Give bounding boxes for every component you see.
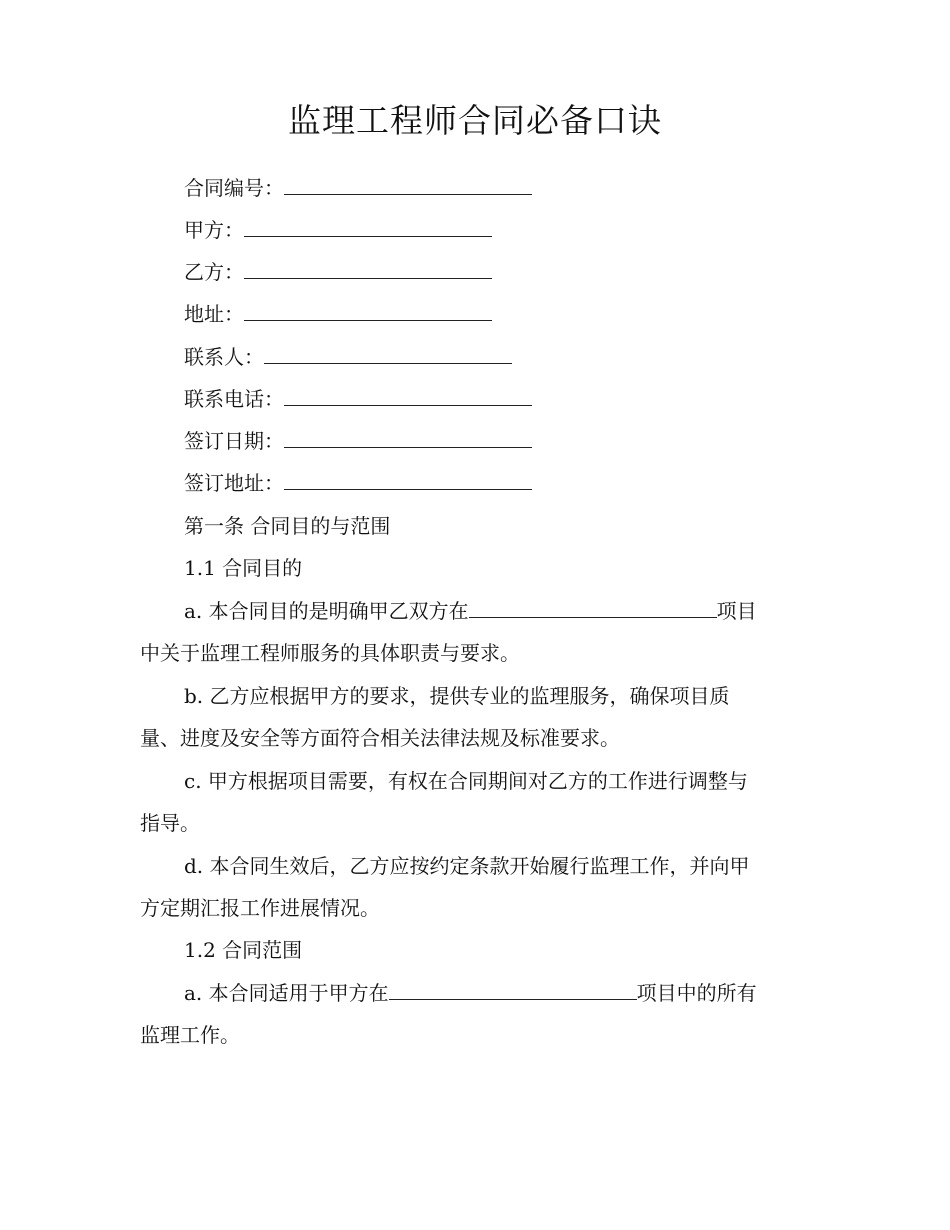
paragraph-line: 监理工作。 — [140, 1023, 240, 1047]
field-contract-number — [184, 174, 532, 202]
paragraph-line: 方定期汇报工作进展情况。 — [140, 896, 380, 920]
field-label: 联系电话： — [184, 387, 284, 411]
blank-line — [284, 429, 532, 448]
blank-line — [284, 471, 532, 490]
field-label: 联系人： — [184, 345, 264, 369]
blank-line — [244, 302, 492, 321]
article-heading: 第一条 合同目的与范围 — [184, 514, 391, 538]
blank-line — [244, 260, 492, 279]
field-label: 甲方： — [184, 218, 244, 242]
blank-line — [469, 599, 717, 618]
paragraph-line: 量、进度及安全等方面符合相关法律法规及标准要求。 — [140, 726, 620, 750]
clause-heading: 1.1 合同目的 — [184, 556, 303, 580]
paragraph-text: 项目中的所有 — [636, 981, 757, 1005]
field-contact-phone — [184, 385, 532, 413]
field-contact-person — [184, 343, 512, 371]
field-label: 乙方： — [184, 260, 244, 284]
field-party-b — [184, 258, 492, 286]
paragraph-line: d. 本合同生效后，乙方应按约定条款开始履行监理工作，并向甲 — [184, 854, 750, 878]
field-signing-address — [184, 469, 532, 497]
blank-line — [284, 176, 532, 195]
field-signing-date — [184, 427, 532, 455]
field-label: 签订日期： — [184, 429, 284, 453]
paragraph-line — [184, 597, 757, 625]
document-title: 监理工程师合同必备口诀 — [288, 101, 662, 140]
paragraph-text: a. 本合同目的是明确甲乙双方在 — [184, 599, 469, 623]
field-party-a — [184, 216, 492, 244]
paragraph-line: 中关于监理工程师服务的具体职责与要求。 — [140, 641, 520, 665]
field-label: 地址： — [184, 302, 244, 326]
paragraph-text: a. 本合同适用于甲方在 — [184, 981, 389, 1005]
blank-line — [284, 387, 532, 406]
blank-line — [264, 345, 512, 364]
blank-line — [389, 981, 637, 1000]
paragraph-line: c. 甲方根据项目需要，有权在合同期间对乙方的工作进行调整与 — [184, 769, 748, 793]
field-label: 签订地址： — [184, 471, 284, 495]
paragraph-line — [184, 979, 757, 1007]
field-label: 合同编号： — [184, 176, 284, 200]
blank-line — [244, 218, 492, 237]
field-address — [184, 300, 492, 328]
paragraph-line: b. 乙方应根据甲方的要求，提供专业的监理服务，确保项目质 — [184, 684, 730, 708]
paragraph-text: 项目 — [716, 599, 757, 623]
clause-heading: 1.2 合同范围 — [184, 938, 303, 962]
paragraph-line: 指导。 — [140, 811, 200, 835]
